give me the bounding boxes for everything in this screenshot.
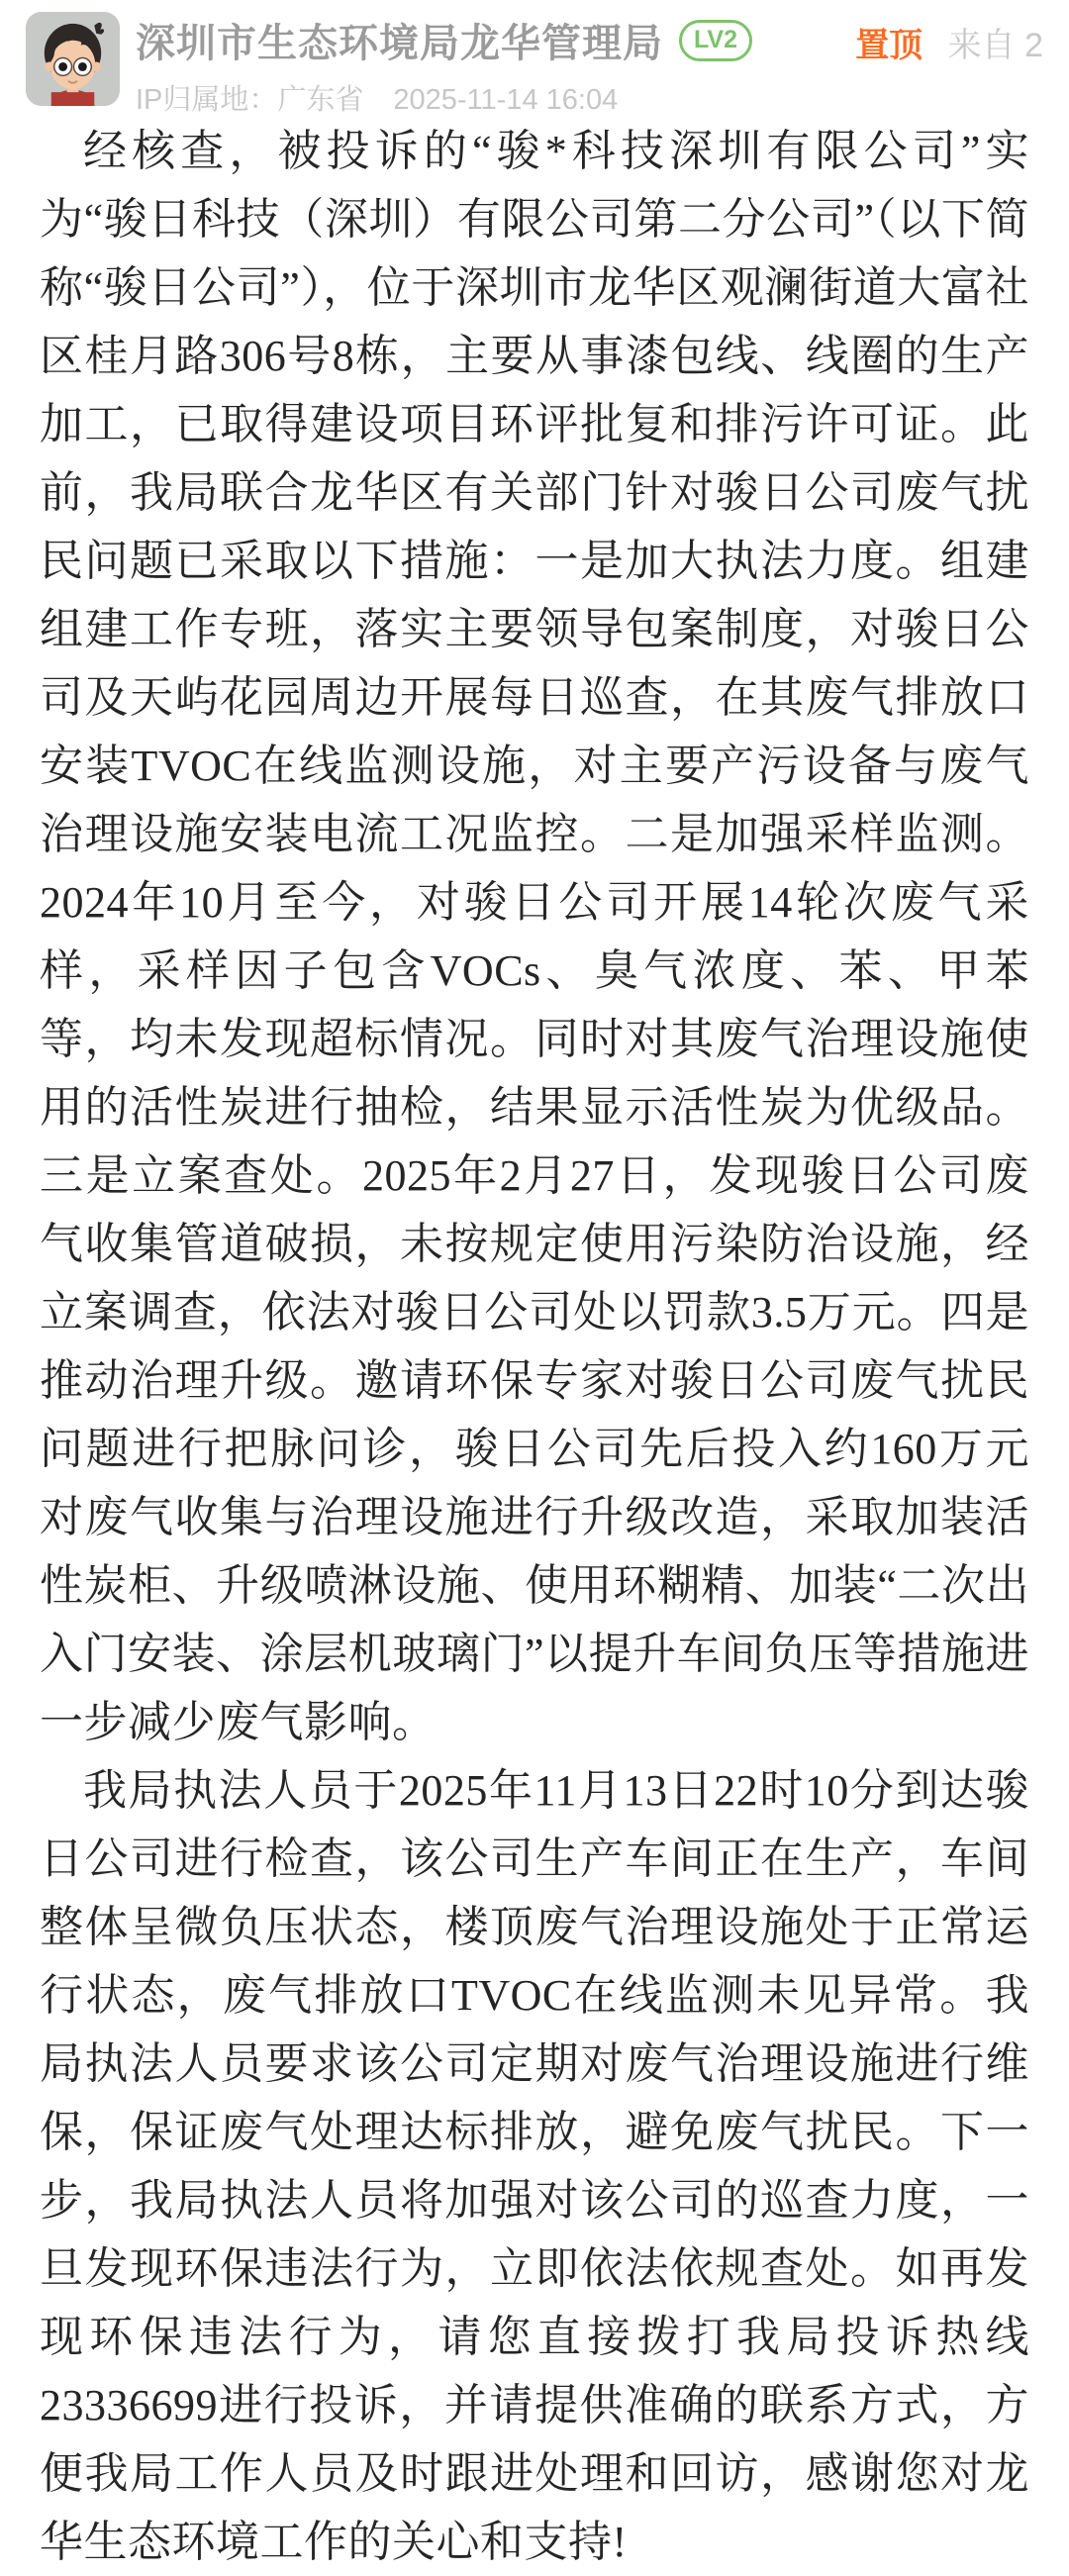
pinned-badge: 置顶 — [855, 27, 923, 64]
avatar[interactable] — [26, 12, 120, 106]
post-header — [0, 0, 1069, 116]
header-main — [136, 12, 752, 118]
level-badge: LV2 — [679, 20, 752, 61]
name-row — [136, 12, 752, 68]
post-body — [0, 117, 1069, 2576]
ip-location: IP归属地：广东省 — [136, 84, 364, 116]
source-label[interactable]: 来自 2 — [947, 27, 1043, 64]
timestamp: 2025-11-14 16:04 — [393, 84, 619, 116]
cartoon-boy-avatar-icon — [26, 12, 120, 106]
username[interactable]: 深圳市生态环境局龙华管理局 — [136, 22, 663, 65]
meta-row — [136, 77, 752, 118]
header-right — [855, 18, 1043, 66]
paragraph-2: 我局执法人员于2025年11月13日22时10分到达骏日公司进行检查，该公司生产车间正在生产，车间整体呈微负压状态，楼顶废气治理设施处于正常运行状态，废气排放口TVOC在线监测未见异常。我局执法人员要求该公司定期对废气治理设施进行维保，保证废气处理达标排放，避免废气扰民。下一步，我局执法人员将加强对该公司的巡查力度，一旦发现环保违法行为，立即依法依规查处。如再发现环保违法行为，请您直接拨打我局投诉热线23336699进行投诉，并请提供准确的联系方式，方便我局工作人员及时跟进处理和回访，感谢您对龙华生态环境工作的关心和支持! — [40, 1766, 1029, 2566]
paragraph-1: 经核查，被投诉的“骏*科技深圳有限公司”实为“骏日科技（深圳）有限公司第二分公司”（以下简称“骏日公司”），位于深圳市龙华区观澜街道大富社区桂月路306号8栋，主要从事漆包线、线圈的生产加工，已取得建设项目环评批复和排污许可证。此前，我局联合龙华区有关部门针对骏日公司废气扰民问题已采取以下措施：一是加大执法力度。组建组建工作专班，落实主要领导包案制度，对骏日公司及天屿花园周边开展每日巡查，在其废气排放口安装TVOC在线监测设施，对主要产污设备与废气治理设施安装电流工况监控。二是加强采样监测。2024年10月至今，对骏日公司开展14轮次废气采样，采样因子包含VOCs、臭气浓度、苯、甲苯等，均未发现超标情况。同时对其废气治理设施使用的活性炭进行抽检，结果显示活性炭为优级品。三是立案查处。2025年2月27日，发现骏日公司废气收集管道破损，未按规定使用污染防治设施，经立案调查，依法对骏日公司处以罚款3.5万元。四是推动治理升级。邀请环保专家对骏日公司废气扰民问题进行把脉问诊，骏日公司先后投入约160万元对废气收集与治理设施进行升级改造，采取加装活性炭柜、升级喷淋设施、使用环糊精、加装“二次出入门安装、涂层机玻璃门”以提升车间负压等措施进一步减少废气影响。 — [40, 127, 1029, 1746]
